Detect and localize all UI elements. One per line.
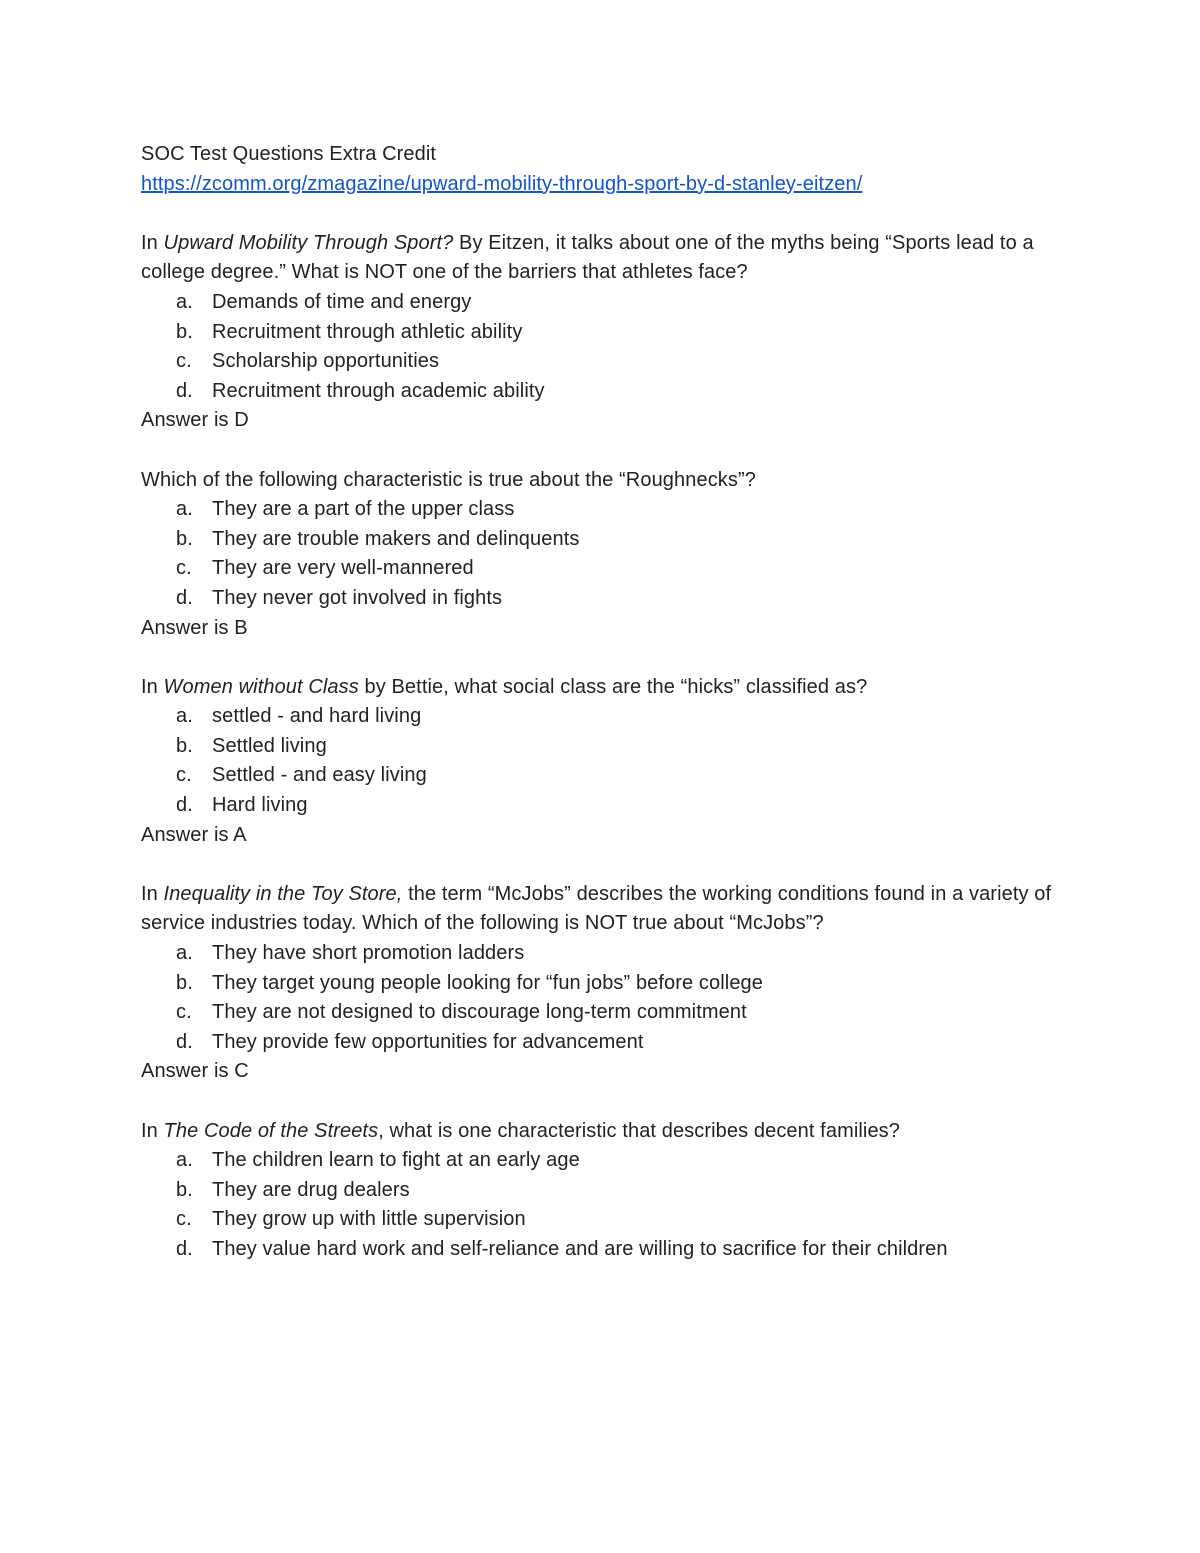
answer-key: Answer is D bbox=[141, 409, 249, 432]
answer-key: Answer is A bbox=[141, 823, 247, 846]
answer-options bbox=[141, 288, 1081, 406]
option-item: a. settled - and hard living bbox=[176, 705, 422, 728]
answer-key: Answer is C bbox=[141, 1060, 249, 1083]
source-link[interactable]: https://zcomm.org/zmagazine/upward-mobility-through-sport-by-d-stanley-eitzen/ bbox=[141, 172, 863, 195]
option-item: d. They never got involved in fights bbox=[176, 586, 503, 609]
question-block bbox=[141, 880, 1081, 1087]
answer-options bbox=[141, 495, 1081, 613]
option-item: c. Settled - and easy living bbox=[176, 764, 427, 787]
option-item: b. They are drug dealers bbox=[176, 1178, 410, 1201]
spacer bbox=[141, 199, 1081, 229]
question-text: In Inequality in the Toy Store, the term “McJobs” describes the working conditions found in a variety of service industries today. Which of the following is NOT true about “McJobs”? bbox=[141, 882, 1052, 935]
work-title: The Code of the Streets bbox=[163, 1119, 379, 1142]
option-item: d. They provide few opportunities for advancement bbox=[176, 1030, 644, 1053]
answer-key: Answer is B bbox=[141, 616, 248, 639]
option-item: c. They are not designed to discourage long-term commitment bbox=[176, 1001, 747, 1024]
option-item: c. They are very well-mannered bbox=[176, 557, 474, 580]
question-block bbox=[141, 1117, 1081, 1265]
work-title: Inequality in the Toy Store, bbox=[163, 882, 403, 905]
spacer bbox=[141, 1087, 1081, 1117]
answer-options bbox=[141, 702, 1081, 820]
option-item: b. Settled living bbox=[176, 734, 327, 757]
document-page bbox=[141, 140, 1081, 1265]
document-title: SOC Test Questions Extra Credit bbox=[141, 143, 437, 165]
option-item: b. They target young people looking for “fun jobs” before college bbox=[176, 971, 763, 994]
answer-options bbox=[141, 1146, 1081, 1264]
work-title: Upward Mobility Through Sport? bbox=[163, 231, 454, 254]
option-item: b. Recruitment through athletic ability bbox=[176, 320, 523, 343]
question-text: In Women without Class by Bettie, what social class are the “hicks” classified as? bbox=[141, 675, 868, 698]
question-text: In The Code of the Streets, what is one characteristic that describes decent families? bbox=[141, 1119, 901, 1142]
spacer bbox=[141, 643, 1081, 673]
option-item: b. They are trouble makers and delinquents bbox=[176, 527, 580, 550]
question-text: Which of the following characteristic is true about the “Roughnecks”? bbox=[141, 468, 756, 491]
question-block bbox=[141, 673, 1081, 851]
option-item: c. Scholarship opportunities bbox=[176, 350, 440, 373]
work-title: Women without Class bbox=[163, 675, 359, 698]
option-item: a. The children learn to fight at an early age bbox=[176, 1149, 580, 1172]
question-block bbox=[141, 229, 1081, 436]
option-item: a. They are a part of the upper class bbox=[176, 498, 515, 521]
option-item: a. They have short promotion ladders bbox=[176, 942, 525, 965]
question-block bbox=[141, 466, 1081, 644]
option-item: d. They value hard work and self-reliance and are willing to sacrifice for their children bbox=[176, 1237, 948, 1260]
spacer bbox=[141, 850, 1081, 880]
answer-options bbox=[141, 939, 1081, 1057]
spacer bbox=[141, 436, 1081, 466]
option-item: d. Hard living bbox=[176, 794, 308, 817]
question-text: In Upward Mobility Through Sport? By Eitzen, it talks about one of the myths being “Sports lead to a college degree.” What is NOT one of the barriers that athletes face? bbox=[141, 231, 1034, 284]
option-item: d. Recruitment through academic ability bbox=[176, 379, 545, 402]
option-item: c. They grow up with little supervision bbox=[176, 1208, 526, 1231]
option-item: a. Demands of time and energy bbox=[176, 290, 472, 313]
